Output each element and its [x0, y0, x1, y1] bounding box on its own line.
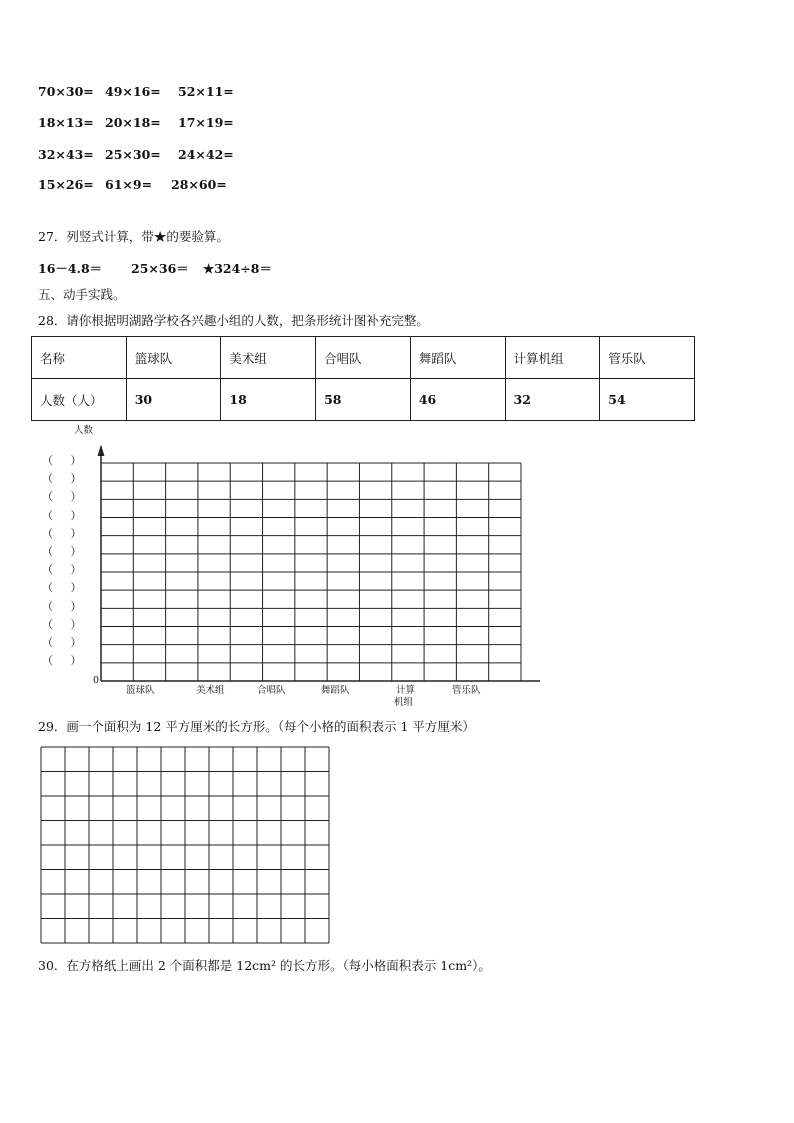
table-cell: 30 [126, 379, 221, 421]
table-cell: 篮球队 [126, 337, 221, 379]
table-cell: 58 [316, 379, 411, 421]
calc-item: 52×11= [178, 84, 234, 99]
table-cell: 舞蹈队 [410, 337, 505, 379]
blank-tick-label: （ ） [42, 454, 82, 467]
blank-tick-label: （ ） [42, 508, 82, 522]
calc-item: 32×43= [38, 147, 94, 162]
y-axis-arrow [98, 445, 105, 456]
x-axis-label: 管乐队 [452, 685, 481, 696]
table-cell: 人数（人） [32, 379, 127, 421]
calc-item: 49×16= [105, 84, 161, 99]
calc-item: 20×18= [105, 115, 161, 130]
vertical-calc-item: ★324÷8＝ [203, 261, 272, 276]
vertical-calc-item: 25×36＝ [131, 261, 189, 276]
blank-tick-label: （ ） [42, 617, 82, 631]
table-cell: 美术组 [221, 337, 316, 379]
blank-tick-label: （ ） [42, 636, 82, 649]
bar-chart-grid [98, 445, 541, 681]
calc-item: 18×13= [38, 115, 94, 130]
blank-tick-label: （ ） [42, 526, 82, 540]
table-cell: 合唱队 [316, 337, 411, 379]
x-axis-label: 机组 [394, 697, 414, 708]
x-axis-label: 美术组 [196, 685, 225, 696]
blank-tick-label: （ ） [42, 654, 82, 668]
blank-tick-label: （ ） [42, 599, 82, 613]
table-cell: 54 [600, 379, 695, 421]
origin-label: 0 [93, 675, 100, 686]
calc-item: 17×19= [178, 115, 234, 130]
section-heading: 五、动手实践。 [38, 287, 126, 302]
blank-tick-label: （ ） [42, 472, 82, 486]
question-28-title: 28．请你根据明湖路学校各兴趣小组的人数，把条形统计图补充完整。 [38, 313, 429, 328]
table-cell: 32 [505, 379, 600, 421]
question-30-title: 30．在方格纸上画出 2 个面积都是 12cm² 的长方形。（每小格面积表示 1cm²）。 [38, 958, 491, 973]
table-cell: 名称 [32, 337, 127, 379]
x-axis-label: 篮球队 [126, 685, 155, 696]
x-axis-label: 合唱队 [257, 685, 286, 696]
calc-item: 15×26= [38, 177, 94, 192]
vertical-calc-item: 16－4.8＝ [38, 261, 103, 276]
calc-item: 25×30= [105, 147, 161, 162]
x-axis-label: 计算 [396, 685, 416, 696]
answer-grid[interactable] [41, 747, 329, 943]
blank-tick-label: （ ） [42, 563, 82, 577]
table-cell: 计算机组 [505, 337, 600, 379]
table-cell: 46 [410, 379, 505, 421]
table-cell: 管乐队 [600, 337, 695, 379]
calc-item: 61×9= [105, 177, 153, 192]
calc-item: 70×30= [38, 84, 94, 99]
blank-tick-label: （ ） [42, 581, 82, 595]
calc-item: 24×42= [178, 147, 234, 162]
question-27-title: 27．列竖式计算，带★的要验算。 [38, 229, 229, 244]
x-axis-label: 舞蹈队 [321, 685, 350, 696]
blank-tick-label: （ ） [42, 545, 82, 558]
table-cell: 18 [221, 379, 316, 421]
question-29-title: 29．画一个面积为 12 平方厘米的长方形。（每个小格的面积表示 1 平方厘米） [38, 719, 475, 734]
y-axis-label: 人数 [74, 425, 94, 436]
calc-item: 28×60= [171, 177, 227, 192]
blank-tick-label: （ ） [42, 490, 82, 504]
